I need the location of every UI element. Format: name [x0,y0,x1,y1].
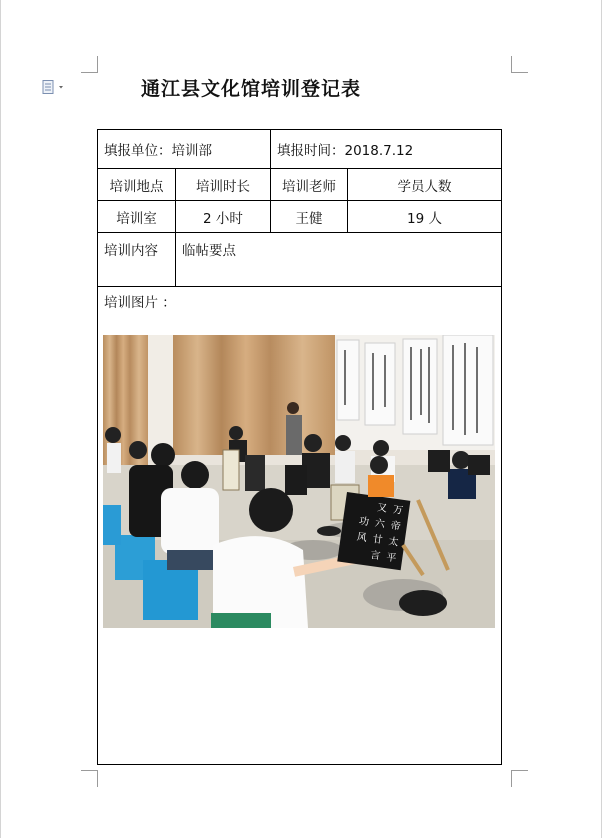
content-value: 临帖要点 [176,233,502,287]
crop-mark-top-right [511,56,528,73]
document-options-icon[interactable] [42,80,68,94]
header-teacher: 培训老师 [271,169,348,201]
crop-mark-bottom-right [511,770,528,787]
calligraphy-char: 太 [387,536,400,549]
content-label: 培训内容 [98,233,176,287]
header-student-count: 学员人数 [348,169,502,201]
unit-cell: 填报单位：培训部 [98,130,271,169]
photo-label: 培训图片 ： [104,295,176,311]
document-title: 通江县文化馆培训登记表 [141,78,362,100]
calligraphy-char: 六 [374,518,386,531]
calligraphy-char: 万 [392,504,404,517]
calligraphy-char: 平 [385,552,397,565]
value-location: 培训室 [98,201,176,233]
crop-mark-top-left [81,56,98,73]
calligraphy-char: 廿 [371,534,384,547]
header-location: 培训地点 [98,169,176,201]
value-duration: 2 小时 [176,201,271,233]
date-cell: 填报时间：2018.7.12 [271,130,502,169]
header-duration: 培训时长 [176,169,271,201]
calligraphy-char: 风 [356,531,368,545]
calligraphy-char: 又 [376,502,388,515]
value-student-count: 19 人 [348,201,502,233]
photo-cell [98,287,502,765]
crop-mark-bottom-left [81,770,98,787]
calligraphy-char: 帝 [389,520,402,533]
registration-form-table [97,129,502,765]
value-teacher: 王健 [271,201,348,233]
calligraphy-char: 言 [369,549,382,563]
training-photo [103,335,495,628]
calligraphy-char: 功 [358,516,370,529]
